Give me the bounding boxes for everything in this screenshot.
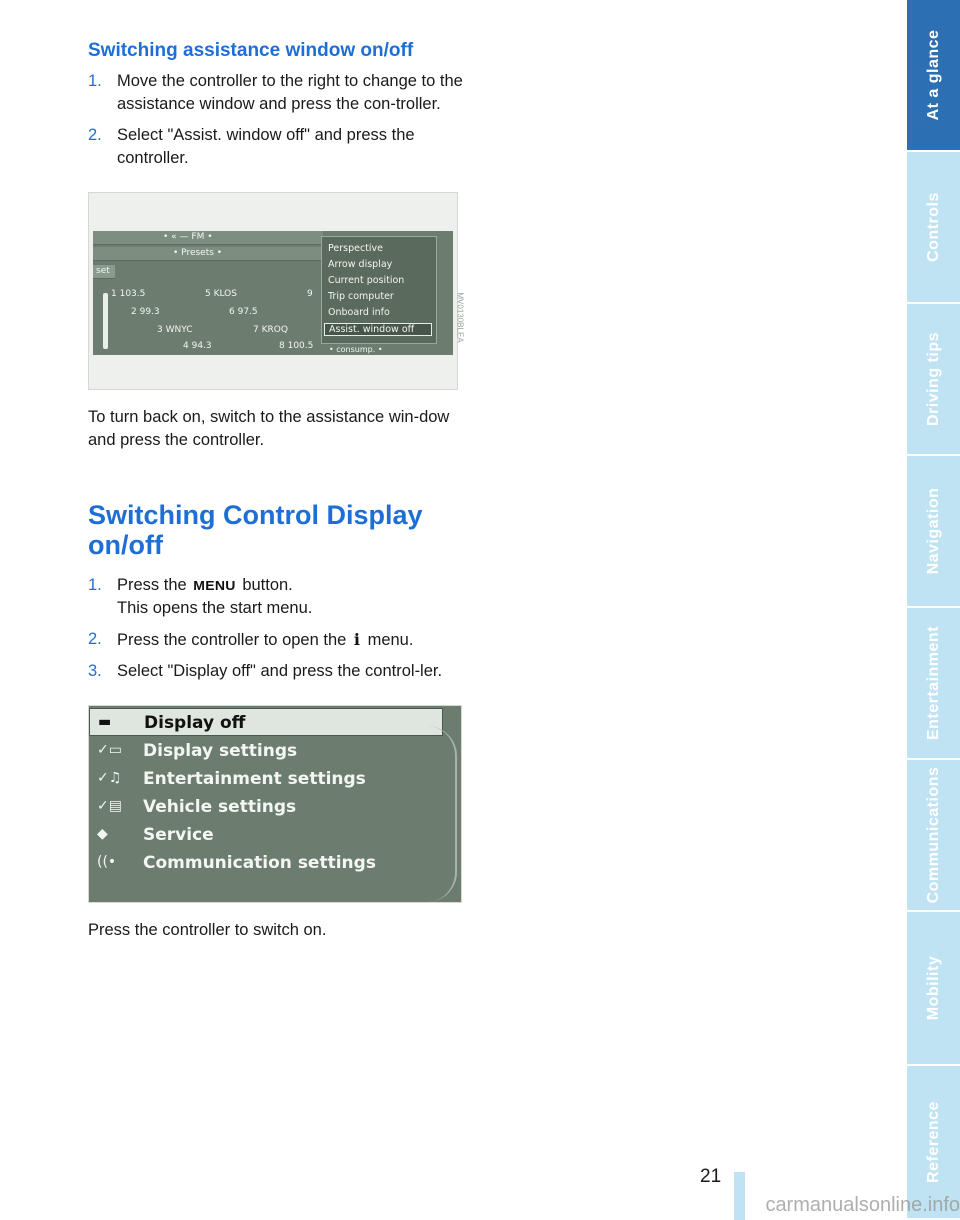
page-marker-bar bbox=[734, 1172, 745, 1220]
turn-back-on-text: To turn back on, switch to the assistance win-dow and press the controller. bbox=[88, 408, 450, 449]
step-item bbox=[88, 628, 466, 652]
step-text: Move the controller to the right to change to the assistance window and press the con-troller. bbox=[117, 72, 463, 113]
step-text-before: Press the bbox=[117, 576, 187, 594]
page-content bbox=[88, 38, 466, 942]
section-heading-assistance-window: Switching assistance window on/off bbox=[88, 40, 414, 61]
step-number: 1. bbox=[88, 72, 102, 90]
display-icon: ▬ bbox=[98, 714, 112, 730]
step-item bbox=[88, 124, 466, 170]
consumption-label: • consump. • bbox=[329, 345, 383, 354]
step-item bbox=[88, 574, 466, 620]
step-subtext: This opens the start menu. bbox=[117, 599, 313, 617]
control-display-screen bbox=[93, 231, 453, 355]
step-number: 3. bbox=[88, 662, 102, 680]
tab-driving-tips[interactable]: Driving tips bbox=[907, 304, 960, 456]
menu-scroll-curve bbox=[427, 726, 457, 902]
station-3: 3 WNYC bbox=[157, 325, 193, 335]
steps-list-assistance bbox=[88, 70, 466, 170]
menu-button-icon: MENU bbox=[193, 577, 236, 593]
tab-mobility[interactable]: Mobility bbox=[907, 912, 960, 1066]
assistance-window-screenshot bbox=[88, 192, 465, 390]
tab-entertainment[interactable]: Entertainment bbox=[907, 608, 960, 760]
station-4: 4 94.3 bbox=[183, 341, 212, 351]
watermark: carmanualsonline.info bbox=[765, 1194, 960, 1216]
tab-communications[interactable]: Communications bbox=[907, 760, 960, 912]
page-number: 21 bbox=[700, 1166, 722, 1187]
menu-row-display-off: ▬ Display off bbox=[89, 708, 443, 736]
vehicle-settings-icon: ✓▤ bbox=[97, 798, 122, 814]
menu-row-vehicle-settings: ✓▤ Vehicle settings bbox=[97, 797, 297, 817]
menu-item-current-position: Current position bbox=[328, 275, 405, 286]
step-text-before: Press the controller to open the bbox=[117, 631, 347, 649]
step-number: 2. bbox=[88, 126, 102, 144]
step-text: Select "Assist. window off" and press the controller. bbox=[117, 126, 415, 167]
image-code: MV0130BLEA bbox=[455, 292, 465, 343]
station-6: 6 97.5 bbox=[229, 307, 258, 317]
menu-item-onboard-info: Onboard info bbox=[328, 307, 390, 318]
menu-row-service: ◆ Service bbox=[97, 825, 214, 845]
station-5: 5 KLOS bbox=[205, 289, 237, 299]
radio-band-label: • « — FM • bbox=[163, 232, 213, 242]
step-text: Select "Display off" and press the control-ler. bbox=[117, 662, 443, 680]
set-label: set bbox=[96, 266, 110, 276]
station-9: 9 bbox=[307, 289, 313, 299]
assistance-menu-panel bbox=[321, 236, 437, 344]
step-item bbox=[88, 660, 466, 683]
menu-row-communication-settings: ((• Communication settings bbox=[97, 853, 376, 873]
step-item bbox=[88, 70, 466, 116]
tab-controls[interactable]: Controls bbox=[907, 152, 960, 304]
tab-reference[interactable]: Reference bbox=[907, 1066, 960, 1220]
station-7: 7 KROQ bbox=[253, 325, 288, 335]
step-text-after: menu. bbox=[367, 631, 414, 649]
chapter-sidebar bbox=[907, 0, 960, 1220]
section-heading-control-display: Switching Control Display on/off bbox=[88, 500, 423, 560]
step-number: 2. bbox=[88, 630, 102, 648]
info-icon: i bbox=[353, 630, 360, 649]
menu-item-arrow-display: Arrow display bbox=[328, 259, 393, 270]
communication-icon: ((• bbox=[97, 854, 117, 870]
display-settings-icon: ✓▭ bbox=[97, 742, 122, 758]
menu-item-trip-computer: Trip computer bbox=[328, 291, 394, 302]
station-2: 2 99.3 bbox=[131, 307, 160, 317]
switch-on-text: Press the controller to switch on. bbox=[88, 921, 327, 939]
menu-item-assist-window-off: Assist. window off bbox=[324, 323, 432, 336]
scroll-bar bbox=[103, 293, 108, 349]
step-text-after: button. bbox=[242, 576, 293, 594]
service-car-icon: ◆ bbox=[97, 826, 108, 842]
tab-navigation[interactable]: Navigation bbox=[907, 456, 960, 608]
menu-row-entertainment-settings: ✓♫ Entertainment settings bbox=[97, 769, 366, 789]
menu-row-display-settings: ✓▭ Display settings bbox=[97, 741, 298, 761]
presets-label: • Presets • bbox=[173, 248, 223, 258]
steps-list-control-display bbox=[88, 574, 466, 683]
station-8: 8 100.5 bbox=[279, 341, 314, 351]
station-1: 1 103.5 bbox=[111, 289, 146, 299]
entertainment-settings-icon: ✓♫ bbox=[97, 770, 122, 786]
step-number: 1. bbox=[88, 576, 102, 594]
tab-at-a-glance[interactable]: At a glance bbox=[907, 0, 960, 152]
start-menu-screenshot bbox=[88, 705, 462, 903]
menu-item-perspective: Perspective bbox=[328, 243, 384, 254]
